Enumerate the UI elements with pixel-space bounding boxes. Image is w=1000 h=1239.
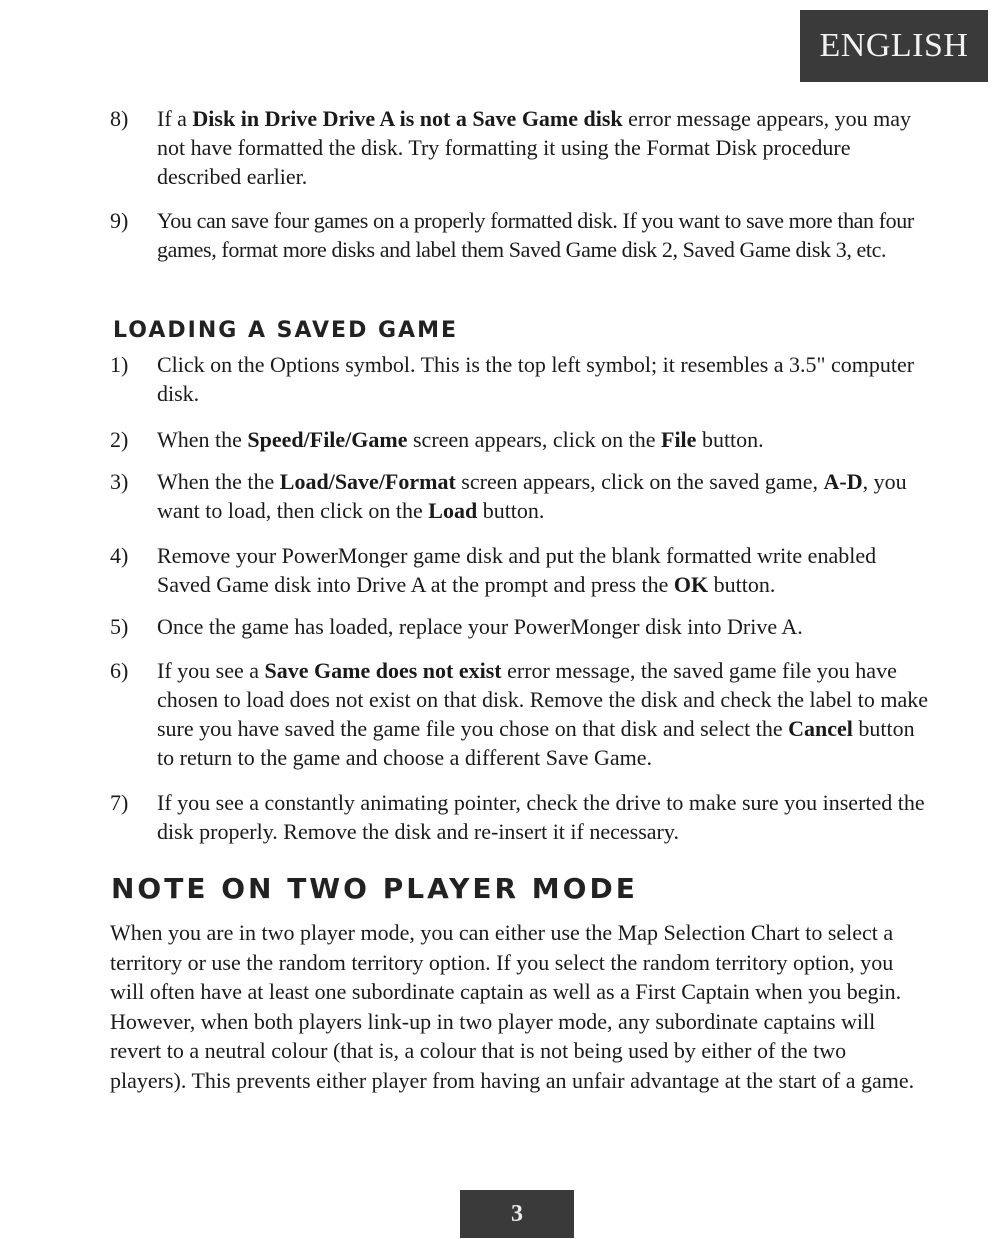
list-item [110, 104, 930, 191]
item-text: You can save four games on a properly formatted disk. If you want to save more than four games, format more disks and label them Saved Game disk 2, Saved Game disk 3, etc. [157, 208, 914, 262]
item-text: If a Disk in Drive Drive A is not a Save Game disk error message appears, you may not have formatted the disk. Try formatting it using the Format Disk procedure described earlier. [157, 106, 912, 189]
item-number: 8) [110, 106, 129, 131]
list-item [110, 350, 930, 408]
list-item [110, 467, 930, 525]
list-item [110, 656, 930, 772]
item-number: 9) [110, 208, 129, 233]
item-number: 3) [110, 469, 129, 494]
item-text: When the Speed/File/Game screen appears, click on the File button. [157, 427, 764, 452]
item-number: 7) [110, 790, 129, 815]
note-paragraph: When you are in two player mode, you can either use the Map Selection Chart to select a territory or use the random territory option. If you select the random territory option, you will often have at least one subordinate captain as well as a First Captain when you begin. However, when both players link-up in two player mode, any subordinate captains will revert to a neutral colour (that is, a colour that is not being used by either of the two players). This prevents either player from having an unfair advantage at the start of a game. [110, 920, 915, 1093]
list-item [110, 206, 930, 264]
item-number: 5) [110, 614, 129, 639]
list-item [110, 425, 930, 454]
list-item [110, 612, 930, 641]
item-number: 4) [110, 543, 129, 568]
item-text: Once the game has loaded, replace your PowerMonger disk into Drive A. [157, 614, 803, 639]
item-number: 6) [110, 658, 129, 683]
language-tab: ENGLISH [800, 10, 988, 82]
section-heading-two-player: NOTE ON TWO PLAYER MODE [111, 872, 638, 905]
list-item [110, 788, 930, 846]
item-number: 1) [110, 352, 129, 377]
item-text: Click on the Options symbol. This is the top left symbol; it resembles a 3.5" computer disk. [157, 352, 915, 406]
page-number: 3 [460, 1190, 574, 1238]
item-number: 2) [110, 427, 129, 452]
list-item [110, 541, 930, 599]
item-text: When the the Load/Save/Format screen appears, click on the saved game, A-D, you want to load, then click on the Load button. [157, 469, 907, 523]
item-text: If you see a constantly animating pointer, check the drive to make sure you inserted the disk properly. Remove the disk and re-insert it if necessary. [157, 790, 925, 844]
item-text: Remove your PowerMonger game disk and put the blank formatted write enabled Saved Game disk into Drive A at the prompt and press the OK button. [157, 543, 877, 597]
item-text: If you see a Save Game does not exist error message, the saved game file you have chosen to load does not exist on that disk. Remove the disk and check the label to make sure you have saved the game file you chose on that disk and select the Cancel button to return to the game and choose a different Save Game. [157, 658, 929, 770]
section-heading-loading: LOADING A SAVED GAME [113, 318, 458, 343]
